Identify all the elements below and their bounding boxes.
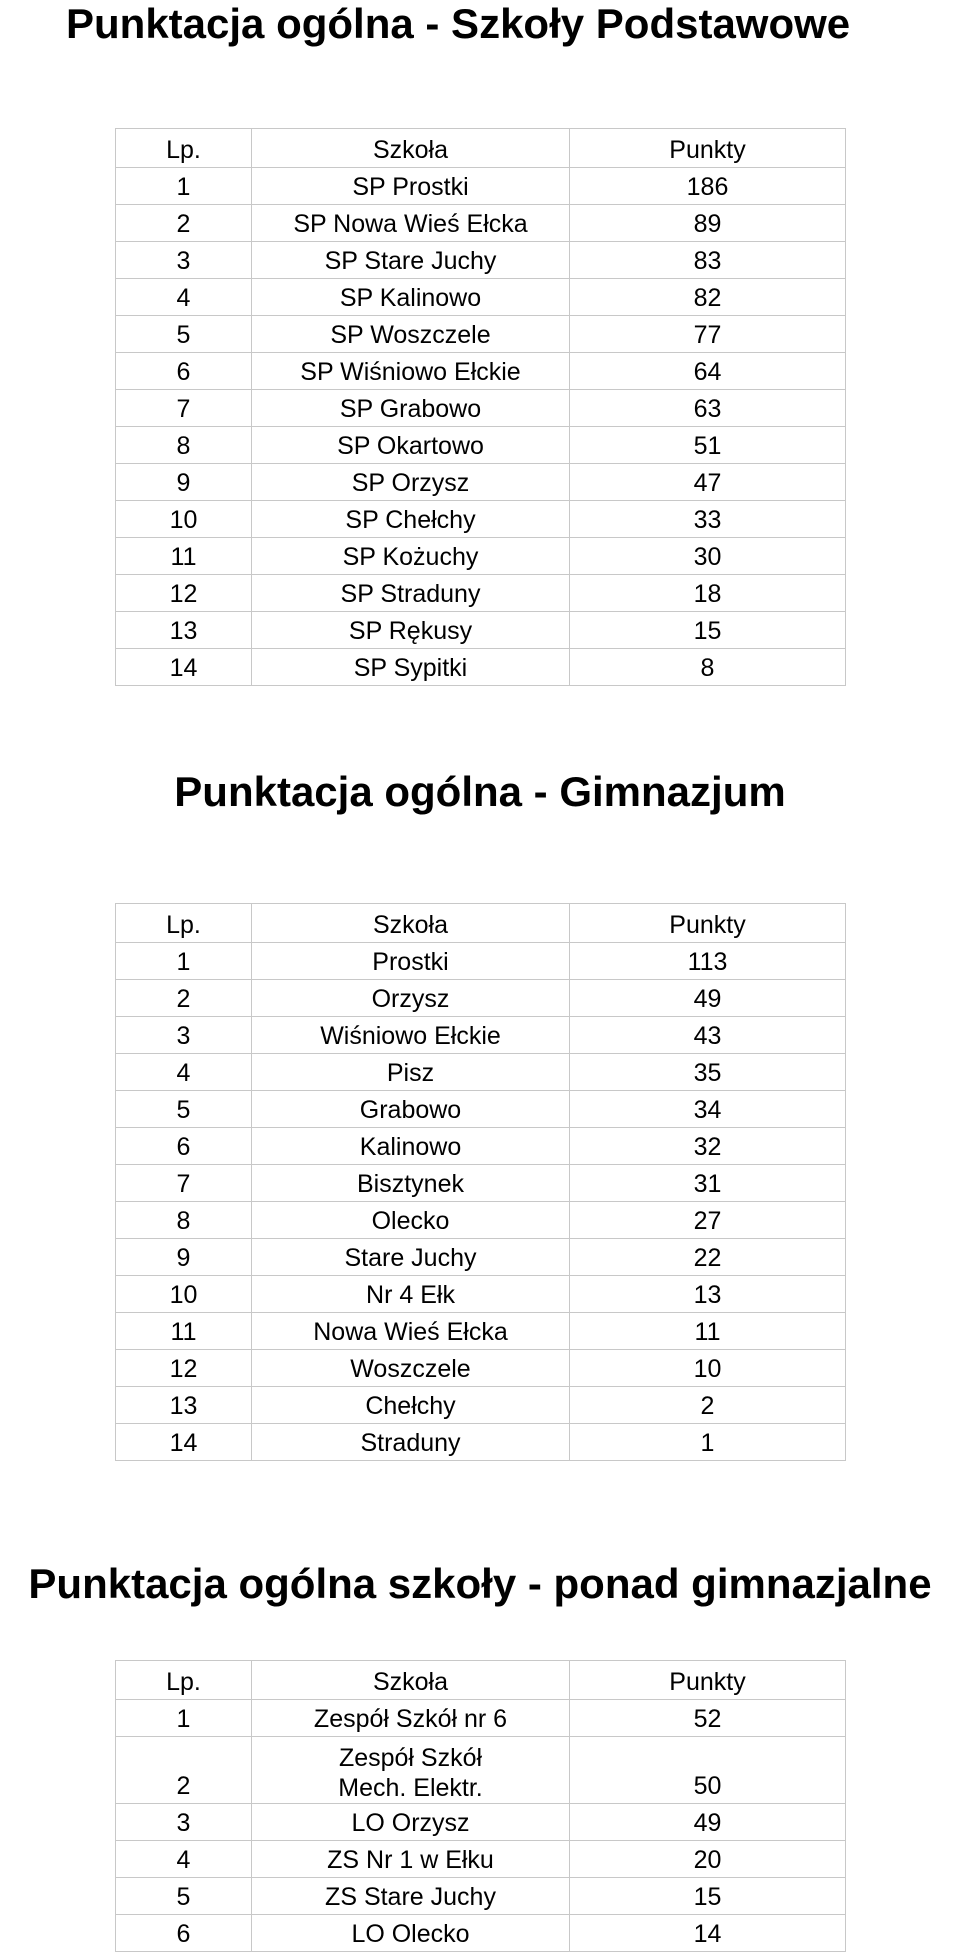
column-header-school: Szkoła — [252, 129, 570, 168]
rank-cell: 2 — [116, 205, 252, 242]
gymnasium-table — [115, 903, 846, 1461]
school-name-cell: SP Kalinowo — [252, 279, 570, 316]
table-row — [116, 1350, 846, 1387]
table-row — [116, 1424, 846, 1461]
points-cell: 35 — [570, 1054, 846, 1091]
points-cell: 30 — [570, 538, 846, 575]
points-cell: 10 — [570, 1350, 846, 1387]
points-cell: 15 — [570, 1878, 846, 1915]
table-row — [116, 205, 846, 242]
school-name-cell: SP Nowa Wieś Ełcka — [252, 205, 570, 242]
rank-cell: 6 — [116, 353, 252, 390]
school-name-cell: Wiśniowo Ełckie — [252, 1017, 570, 1054]
table-row — [116, 1878, 846, 1915]
school-name-cell: Prostki — [252, 943, 570, 980]
table-header-row — [116, 129, 846, 168]
table-row — [116, 427, 846, 464]
section-title-gymnasium: Punktacja ogólna - Gimnazjum — [174, 768, 786, 815]
points-cell: 52 — [570, 1700, 846, 1737]
points-cell: 49 — [570, 980, 846, 1017]
column-header-lp: Lp. — [116, 904, 252, 943]
school-name-cell: Kalinowo — [252, 1128, 570, 1165]
table-row — [116, 1017, 846, 1054]
rank-cell: 2 — [116, 980, 252, 1017]
school-name-cell: SP Wiśniowo Ełckie — [252, 353, 570, 390]
rank-cell: 7 — [116, 390, 252, 427]
points-cell: 15 — [570, 612, 846, 649]
rank-cell: 7 — [116, 1165, 252, 1202]
rank-cell: 2 — [116, 1737, 252, 1804]
table-row — [116, 501, 846, 538]
school-name-cell: Bisztynek — [252, 1165, 570, 1202]
table-row — [116, 1239, 846, 1276]
points-cell: 63 — [570, 390, 846, 427]
school-name-cell: SP Kożuchy — [252, 538, 570, 575]
points-cell: 14 — [570, 1915, 846, 1952]
rank-cell: 1 — [116, 1700, 252, 1737]
table-header-row — [116, 904, 846, 943]
table-row — [116, 1915, 846, 1952]
points-cell: 113 — [570, 943, 846, 980]
school-name-cell: ZS Nr 1 w Ełku — [252, 1841, 570, 1878]
school-name-cell: ZS Stare Juchy — [252, 1878, 570, 1915]
points-cell: 32 — [570, 1128, 846, 1165]
school-name-cell: SP Prostki — [252, 168, 570, 205]
school-name-cell: SP Grabowo — [252, 390, 570, 427]
table-row — [116, 980, 846, 1017]
points-cell: 31 — [570, 1165, 846, 1202]
table-row — [116, 1841, 846, 1878]
table-row — [116, 538, 846, 575]
points-cell: 82 — [570, 279, 846, 316]
rank-cell: 5 — [116, 1878, 252, 1915]
table-row — [116, 353, 846, 390]
column-header-points: Punkty — [570, 904, 846, 943]
rank-cell: 12 — [116, 575, 252, 612]
points-cell: 34 — [570, 1091, 846, 1128]
table-row — [116, 316, 846, 353]
points-cell: 33 — [570, 501, 846, 538]
table-row — [116, 612, 846, 649]
table-row — [116, 390, 846, 427]
rank-cell: 6 — [116, 1915, 252, 1952]
column-header-points: Punkty — [570, 129, 846, 168]
table-row — [116, 1804, 846, 1841]
school-name-cell: SP Woszczele — [252, 316, 570, 353]
points-cell: 51 — [570, 427, 846, 464]
school-name-cell: Nr 4 Ełk — [252, 1276, 570, 1313]
table-row — [116, 1165, 846, 1202]
rank-cell: 11 — [116, 538, 252, 575]
table-row — [116, 168, 846, 205]
table-row — [116, 242, 846, 279]
points-cell: 43 — [570, 1017, 846, 1054]
rank-cell: 3 — [116, 242, 252, 279]
table-row — [116, 1387, 846, 1424]
points-cell: 27 — [570, 1202, 846, 1239]
table-row — [116, 1276, 846, 1313]
points-cell: 77 — [570, 316, 846, 353]
school-name-cell: Zespół Szkół Mech. Elektr. — [252, 1737, 570, 1804]
rank-cell: 10 — [116, 501, 252, 538]
column-header-lp: Lp. — [116, 129, 252, 168]
table-row — [116, 649, 846, 686]
rank-cell: 3 — [116, 1017, 252, 1054]
points-cell: 50 — [570, 1737, 846, 1804]
school-name-cell: Stare Juchy — [252, 1239, 570, 1276]
table-row — [116, 1091, 846, 1128]
table-row — [116, 1054, 846, 1091]
rank-cell: 4 — [116, 1054, 252, 1091]
rank-cell: 8 — [116, 427, 252, 464]
school-name-cell: Orzysz — [252, 980, 570, 1017]
points-cell: 47 — [570, 464, 846, 501]
school-name-cell: Chełchy — [252, 1387, 570, 1424]
column-header-school: Szkoła — [252, 904, 570, 943]
points-cell: 64 — [570, 353, 846, 390]
school-name-cell: LO Orzysz — [252, 1804, 570, 1841]
points-cell: 1 — [570, 1424, 846, 1461]
school-name-cell: SP Stare Juchy — [252, 242, 570, 279]
rank-cell: 14 — [116, 649, 252, 686]
rank-cell: 11 — [116, 1313, 252, 1350]
table-row — [116, 1737, 846, 1804]
school-name-cell: Pisz — [252, 1054, 570, 1091]
table-row — [116, 1313, 846, 1350]
points-cell: 13 — [570, 1276, 846, 1313]
rank-cell: 9 — [116, 1239, 252, 1276]
rank-cell: 10 — [116, 1276, 252, 1313]
rank-cell: 1 — [116, 943, 252, 980]
rank-cell: 12 — [116, 1350, 252, 1387]
points-cell: 11 — [570, 1313, 846, 1350]
school-name-cell: Straduny — [252, 1424, 570, 1461]
points-cell: 2 — [570, 1387, 846, 1424]
table-row — [116, 1202, 846, 1239]
column-header-lp: Lp. — [116, 1661, 252, 1700]
column-header-school: Szkoła — [252, 1661, 570, 1700]
school-name-cell: LO Olecko — [252, 1915, 570, 1952]
school-name-cell: SP Straduny — [252, 575, 570, 612]
table-row — [116, 279, 846, 316]
rank-cell: 13 — [116, 612, 252, 649]
table-row — [116, 1700, 846, 1737]
school-name-cell: SP Sypitki — [252, 649, 570, 686]
school-name-cell: Olecko — [252, 1202, 570, 1239]
school-name-cell: Woszczele — [252, 1350, 570, 1387]
school-name-cell: Grabowo — [252, 1091, 570, 1128]
rank-cell: 5 — [116, 1091, 252, 1128]
rank-cell: 1 — [116, 168, 252, 205]
secondary-schools-table — [115, 1660, 846, 1952]
table-row — [116, 575, 846, 612]
points-cell: 18 — [570, 575, 846, 612]
points-cell: 20 — [570, 1841, 846, 1878]
school-name-cell: SP Orzysz — [252, 464, 570, 501]
section-title-primary-schools: Punktacja ogólna - Szkoły Podstawowe — [66, 0, 851, 47]
school-name-cell: Zespół Szkół nr 6 — [252, 1700, 570, 1737]
school-name-cell: SP Rękusy — [252, 612, 570, 649]
rank-cell: 14 — [116, 1424, 252, 1461]
school-name-cell: Nowa Wieś Ełcka — [252, 1313, 570, 1350]
points-cell: 89 — [570, 205, 846, 242]
primary-schools-table — [115, 128, 846, 686]
school-name-cell: SP Okartowo — [252, 427, 570, 464]
table-row — [116, 464, 846, 501]
rank-cell: 4 — [116, 1841, 252, 1878]
school-name-cell: SP Chełchy — [252, 501, 570, 538]
rank-cell: 9 — [116, 464, 252, 501]
section-title-secondary-schools: Punktacja ogólna szkoły - ponad gimnazjalne — [28, 1560, 932, 1607]
rank-cell: 13 — [116, 1387, 252, 1424]
rank-cell: 3 — [116, 1804, 252, 1841]
points-cell: 186 — [570, 168, 846, 205]
rank-cell: 6 — [116, 1128, 252, 1165]
points-cell: 49 — [570, 1804, 846, 1841]
rank-cell: 8 — [116, 1202, 252, 1239]
table-row — [116, 1128, 846, 1165]
points-cell: 8 — [570, 649, 846, 686]
rank-cell: 4 — [116, 279, 252, 316]
table-row — [116, 943, 846, 980]
points-cell: 83 — [570, 242, 846, 279]
points-cell: 22 — [570, 1239, 846, 1276]
column-header-points: Punkty — [570, 1661, 846, 1700]
rank-cell: 5 — [116, 316, 252, 353]
table-header-row — [116, 1661, 846, 1700]
